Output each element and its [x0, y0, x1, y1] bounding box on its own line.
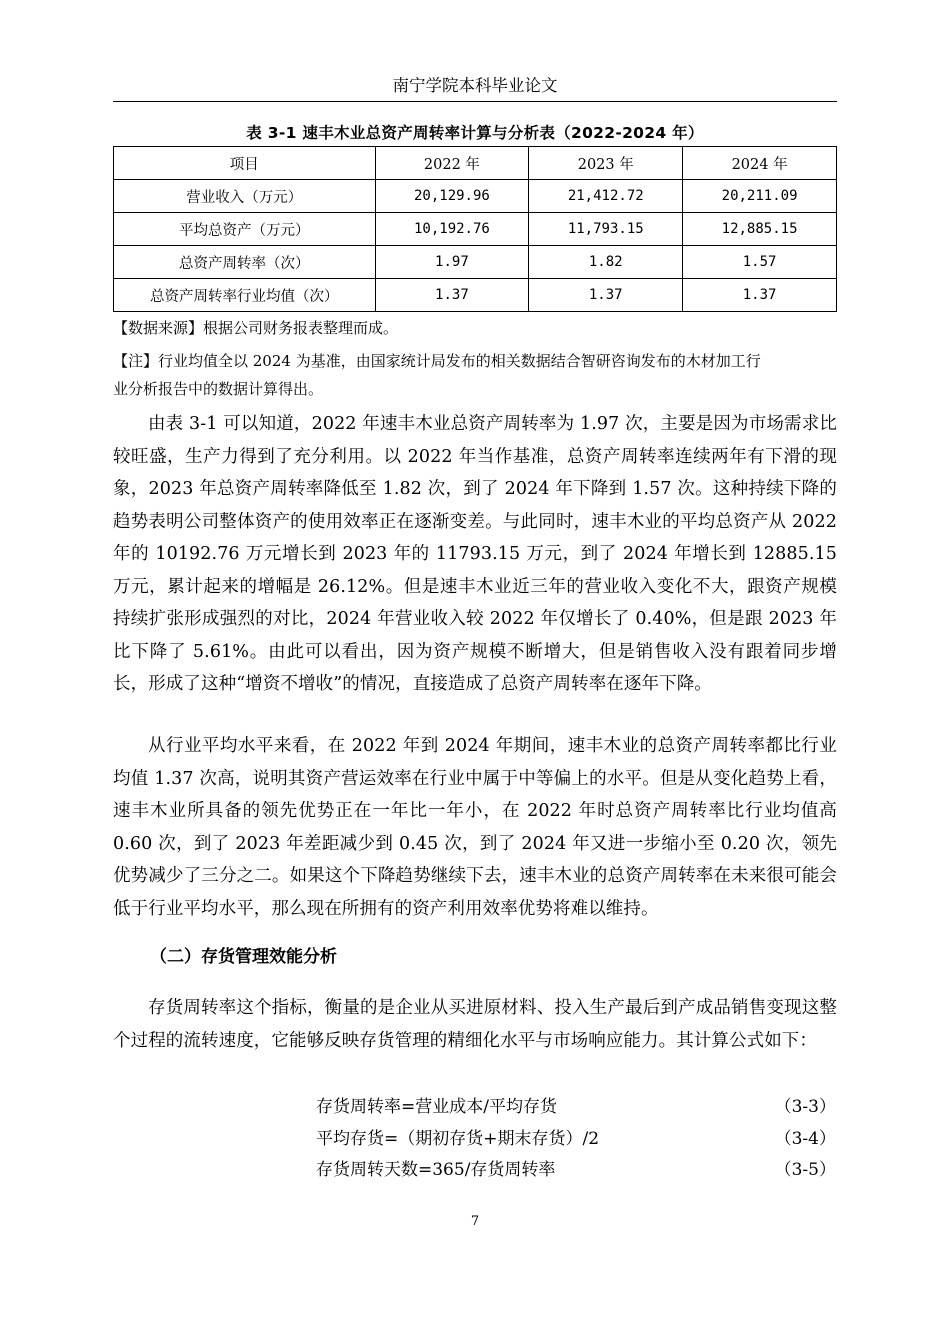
table-cell: 1.97: [375, 246, 529, 279]
table-cell: 1.37: [683, 279, 837, 312]
table-cell: 10,192.76: [375, 213, 529, 246]
table-row: [114, 279, 837, 312]
table-cell: 1.57: [683, 246, 837, 279]
formula-line: [316, 1092, 836, 1122]
data-source-note: 【数据来源】根据公司财务报表整理而成。: [113, 319, 399, 337]
page-header: 南宁学院本科毕业论文: [113, 73, 837, 102]
body-paragraph-2: 从行业平均水平来看，在 2022 年到 2024 年期间，速丰木业的总资产周转率都比行业均值 1.37 次高，说明其资产营运效率在行业中属于中等偏上的水平。但是从变化趋势上看，速丰木业所具备的领先优势正在一年比一年小，在 2022 年时总资产周转率比行业均值高 0.60 次，到了 2023 年差距减少到 0.45 次，到了 2024 年又进一步缩小至 0.20 次，领先优势减少了三分之二。如果这个下降趋势继续下去，速丰木业的总资产周转率在未来很可能会低于行业平均水平，那么现在所拥有的资产利用效率优势将难以维持。: [113, 736, 837, 919]
column-header: 2024 年: [683, 147, 837, 180]
column-header: 2022 年: [375, 147, 529, 180]
section-heading: （二）存货管理效能分析: [150, 947, 337, 967]
table-cell: 21,412.72: [529, 180, 683, 213]
page-number: 7: [470, 1214, 480, 1229]
formula-line: [316, 1155, 836, 1185]
formula-line: [316, 1124, 836, 1154]
table-caption: 表 3-1 速丰木业总资产周转率计算与分析表（2022-2024 年）: [246, 124, 704, 142]
table-cell: 20,211.09: [683, 180, 837, 213]
formula-number: （3-3）: [774, 1097, 836, 1117]
formula-expression: 存货周转率=营业成本/平均存货: [316, 1097, 557, 1117]
table-cell: 1.82: [529, 246, 683, 279]
row-label: 平均总资产（万元）: [114, 213, 376, 246]
table-cell: 12,885.15: [683, 213, 837, 246]
table-row: [114, 246, 837, 279]
row-label: 总资产周转率（次）: [114, 246, 376, 279]
table-cell: 1.37: [375, 279, 529, 312]
body-paragraph-3: 存货周转率这个指标，衡量的是企业从买进原材料、投入生产最后到产成品销售变现这整个过程的流转速度，它能够反映存货管理的精细化水平与市场响应能力。其计算公式如下：: [113, 998, 837, 1051]
table-row: [114, 180, 837, 213]
table-cell: 1.37: [529, 279, 683, 312]
note-line-2: 业分析报告中的数据计算得出。: [113, 380, 324, 398]
note-line-1: 【注】行业均值全以 2024 为基准，由国家统计局发布的相关数据结合智研咨询发布的木材加工行: [113, 352, 761, 370]
formula-number: （3-4）: [774, 1129, 836, 1149]
row-label: 总资产周转率行业均值（次）: [114, 279, 376, 312]
table-cell: 11,793.15: [529, 213, 683, 246]
body-paragraph-1: 由表 3-1 可以知道，2022 年速丰木业总资产周转率为 1.97 次，主要是因为市场需求比较旺盛，生产力得到了充分利用。以 2022 年当作基准，总资产周转率连续两年有下滑的现象，2023 年总资产周转率降低至 1.82 次，到了 2024 年下降到 1.57 次。这种持续下降的趋势表明公司整体资产的使用效率正在逐渐变差。与此同时，速丰木业的平均总资产从 2022 年的 10192.76 万元增长到 2023 年的 11793.15 万元，到了 2024 年增长到 12885.15 万元，累计起来的增幅是 26.12%。但是速丰木业近三年的营业收入变化不大，跟资产规模持续扩张形成强烈的对比，2024 年营业收入较 2022 年仅增长了 0.40%，但是跟 2023 年比下降了 5.61%。由此可以看出，因为资产规模不断增大，但是销售收入没有跟着同步增长，形成了这种“增资不增收”的情况，直接造成了总资产周转率在逐年下降。: [113, 414, 837, 694]
table-row: [114, 213, 837, 246]
column-header: 2023 年: [529, 147, 683, 180]
formula-expression: 存货周转天数=365/存货周转率: [316, 1160, 556, 1180]
asset-turnover-table: [113, 146, 837, 312]
table-header-row: [114, 147, 837, 180]
column-header: 项目: [114, 147, 376, 180]
row-label: 营业收入（万元）: [114, 180, 376, 213]
formula-expression: 平均存货=（期初存货+期末存货）/2: [316, 1129, 600, 1149]
formula-number: （3-5）: [774, 1160, 836, 1180]
table-cell: 20,129.96: [375, 180, 529, 213]
